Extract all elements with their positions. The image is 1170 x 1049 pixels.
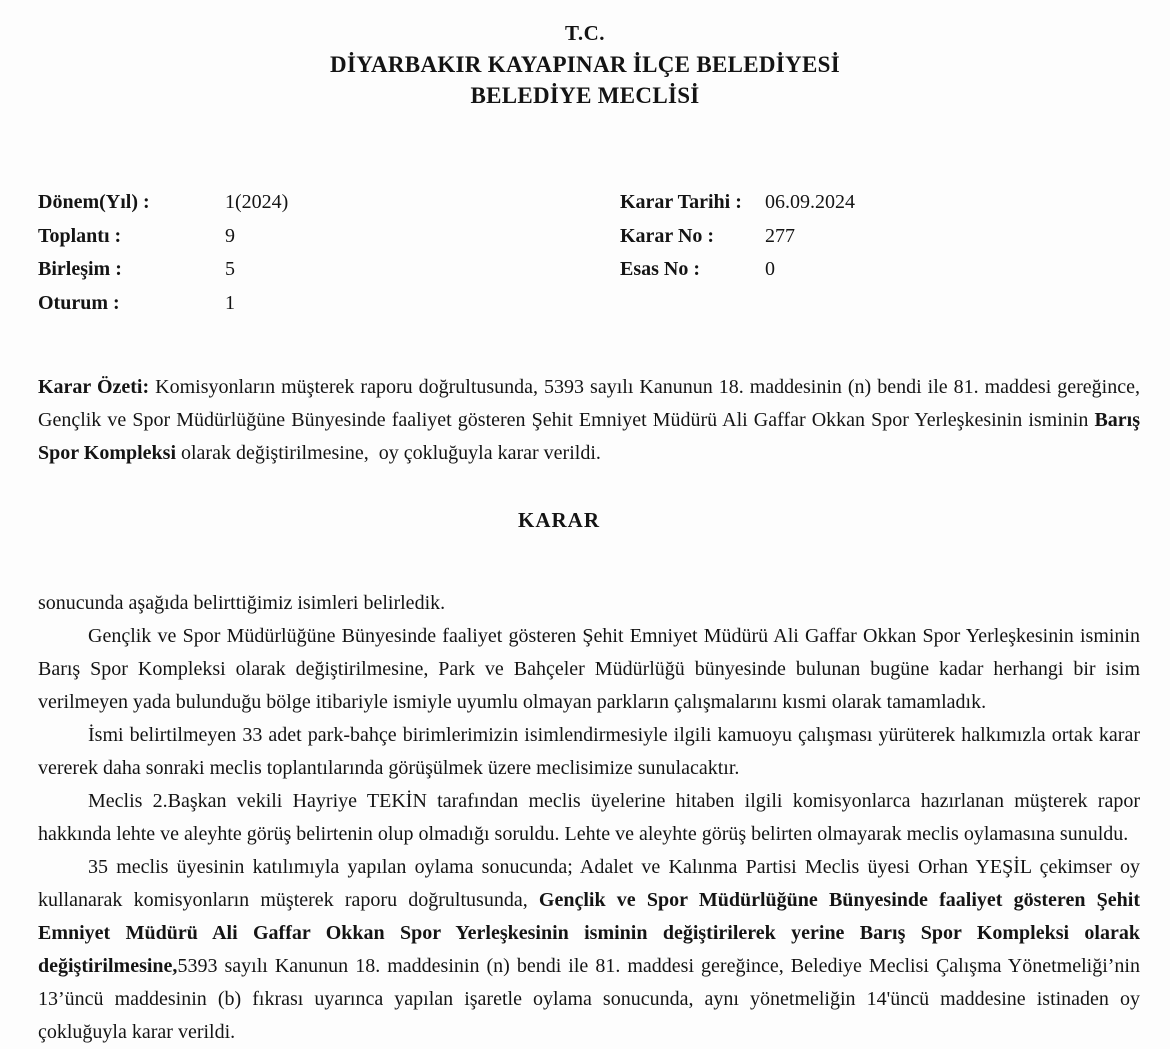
meta-row-esas-no (620, 258, 1140, 292)
decision-heading: KARAR (518, 508, 600, 532)
meta-row-birlesim (38, 258, 620, 292)
summary-text-2: olarak değiştirilmesine, oy çokluğuyla karar verildi. (176, 442, 601, 464)
summary-label: Karar Özeti: (38, 376, 150, 398)
esas-no-value: 0 (765, 258, 775, 280)
decision-body (38, 587, 1140, 1049)
donem-label: Dönem(Yıl) : (38, 191, 150, 213)
decision-summary (38, 371, 1140, 470)
body-paragraph-5 (38, 851, 1140, 1049)
meta-row-karar-no (620, 225, 1140, 259)
toplanti-label: Toplantı : (38, 224, 122, 247)
karar-no-value: 277 (765, 224, 795, 247)
body-paragraph-2: Gençlik ve Spor Müdürlüğüne Bünyesinde faaliyet gösteren Şehit Emniyet Müdürü Ali Gaffar Okkan Spor Yerleşkesinin isminin Barış Spor Kompleksi olarak değiştirilmesine, Park ve Bahçeler Müdürlüğü bünyesinde bulunan bugüne kadar herhangi bir isim verilmeyen yada bulunduğu bölge itibariyle ismiyle uyumlu olmayan parkların çalışmalarını kısmi olarak tamamladık. (38, 625, 1140, 713)
meta-row-toplanti (38, 225, 620, 259)
meta-row-donem (38, 191, 620, 225)
body-p5-text-2: 5393 sayılı Kanunun 18. maddesinin (n) bendi ile 81. maddesi gereğince, Belediye Meclisi Çalışma Yönetmeliği’nin 13’üncü maddesinin (b) fıkrası uyarınca yapılan işaretle oylama sonucunda, aynı yönetmeliğin 14'üncü maddesine istinaden oy çokluğuyla karar verildi. (38, 955, 1140, 1043)
body-paragraph-4: Meclis 2.Başkan vekili Hayriye TEKİN tarafından meclis üyelerine hitaben ilgili komisyonlarca hazırlanan müşterek rapor hakkında lehte ve aleyhte görüş belirtenin olup olmadığı soruldu. Lehte ve aleyhte görüş belirten olmayarak meclis oylamasına sunuldu. (38, 790, 1140, 845)
toplanti-value: 9 (225, 224, 235, 247)
body-p5-bold-resolution: Gençlik ve Spor Müdürlüğüne Bünyesinde faaliyet gösteren Şehit Emniyet Müdürü Ali Gaffar Okkan Spor Yerleşkesinin isminin değiştirilerek yerine Barış Spor Kompleksi olarak değiştirilmesine, (38, 889, 1140, 977)
body-paragraph-1: sonucunda aşağıda belirttiğimiz isimleri belirledik. (38, 592, 446, 614)
meta-row-oturum (38, 292, 620, 326)
body-p5-text-1: 35 meclis üyesinin katılımıyla yapılan oylama sonucunda; Adalet ve Kalınma Partisi Meclis üyesi Orhan YEŞİL çekimser oy kullanarak komisyonların müşterek raporu doğrultusunda, (38, 856, 1140, 911)
summary-text-1: Komisyonların müşterek raporu doğrultusunda, 5393 sayılı Kanunun 18. maddesinin (n) bendi ile 81. maddesi gereğince, Gençlik ve Spor Müdürlüğüne Bünyesinde faaliyet gösteren Şehit Emniyet Müdürü Ali Gaffar Okkan Spor Yerleşkesinin isminin (38, 376, 1140, 431)
municipality-title: DİYARBAKIR KAYAPINAR İLÇE BELEDİYESİ (330, 52, 840, 77)
esas-no-label: Esas No : (620, 258, 701, 280)
letterhead (38, 18, 1140, 111)
council-title: BELEDİYE MECLİSİ (470, 83, 700, 108)
metadata-left-column (38, 191, 620, 325)
metadata-right-column (620, 191, 1140, 325)
republic-title: T.C. (564, 21, 606, 45)
karar-tarihi-label: Karar Tarihi : (620, 191, 742, 213)
oturum-label: Oturum : (38, 291, 120, 314)
oturum-value: 1 (225, 291, 235, 314)
birlesim-value: 5 (225, 258, 235, 280)
summary-complex-name: Barış Spor Kompleksi (38, 409, 1140, 464)
meta-row-karar-tarihi (620, 191, 1140, 225)
decision-metadata (38, 191, 1140, 325)
karar-tarihi-value: 06.09.2024 (765, 191, 855, 213)
body-paragraph-3: İsmi belirtilmeyen 33 adet park-bahçe birimlerimizin isimlendirmesiyle ilgili kamuoyu çalışması yürüterek halkımızla ortak karar vererek daha sonraki meclis toplantılarında görüşülmek üzere meclisimize sunulacaktır. (38, 724, 1140, 779)
donem-value: 1(2024) (225, 191, 289, 213)
birlesim-label: Birleşim : (38, 258, 122, 280)
karar-no-label: Karar No : (620, 224, 715, 247)
